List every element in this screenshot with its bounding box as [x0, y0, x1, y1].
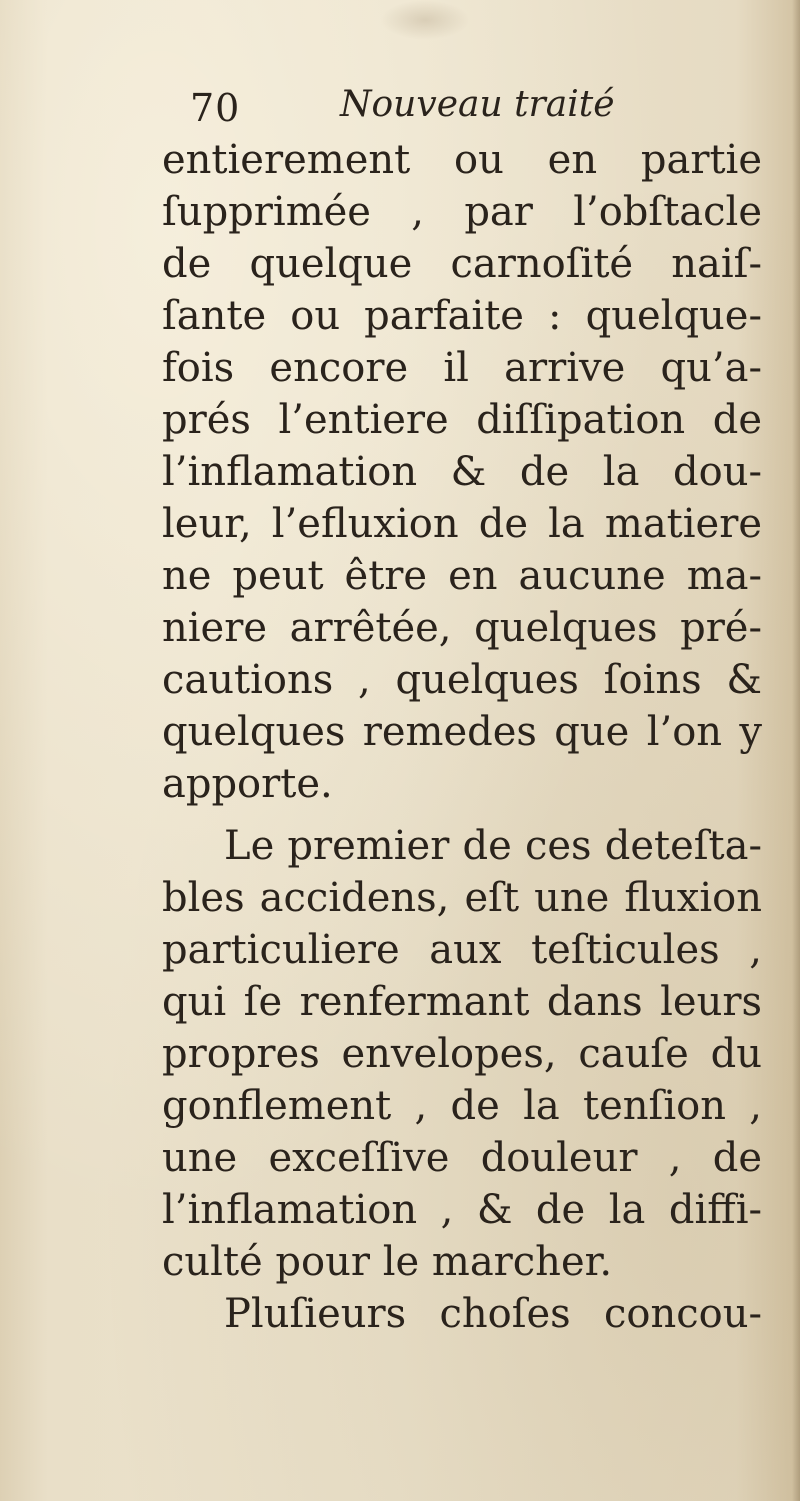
- text-line: particuliere aux teſticules ,: [162, 927, 762, 973]
- text-line: leur, l’efluxion de la matiere: [162, 501, 762, 547]
- running-title: Nouveau traité: [340, 84, 615, 125]
- text-line: propres envelopes, cauſe du: [162, 1031, 762, 1077]
- page-edge-shadow: [792, 0, 800, 1501]
- text-line: quelques remedes que l’on y: [162, 709, 762, 755]
- text-line: l’inflamation & de la dou-: [162, 449, 762, 495]
- text-line: ſupprimée , par l’obſtacle: [162, 189, 762, 235]
- text-line: cautions , quelques ſoins &: [162, 657, 762, 703]
- page-header: [190, 82, 750, 134]
- paper-stain: [380, 0, 470, 40]
- text-line: une exceſſive douleur , de: [162, 1135, 762, 1181]
- text-line: ne peut être en aucune ma-: [162, 553, 762, 599]
- text-line: apporte.: [162, 761, 333, 807]
- text-line: entierement ou en partie: [162, 137, 762, 183]
- text-line: fois encore il arrive qu’a-: [162, 345, 762, 391]
- text-line: prés l’entiere diſſipation de: [162, 397, 762, 443]
- text-line: Pluſieurs choſes concou-: [224, 1291, 762, 1337]
- text-line: l’inflamation , & de la diffi-: [162, 1187, 762, 1233]
- text-line: qui ſe renfermant dans leurs: [162, 979, 762, 1025]
- body-text: [162, 134, 762, 1340]
- page-number: 70: [190, 86, 241, 130]
- text-line: ſante ou parfaite : quelque-: [162, 293, 762, 339]
- text-line: gonflement , de la tenſion ,: [162, 1083, 762, 1129]
- text-line: culté pour le marcher.: [162, 1239, 613, 1285]
- text-line: bles accidens, eſt une fluxion: [162, 875, 762, 921]
- text-line: Le premier de ces deteſta-: [224, 823, 762, 869]
- text-line: de quelque carnoſité naiſ-: [162, 241, 762, 287]
- text-line: niere arrêtée, quelques pré-: [162, 605, 762, 651]
